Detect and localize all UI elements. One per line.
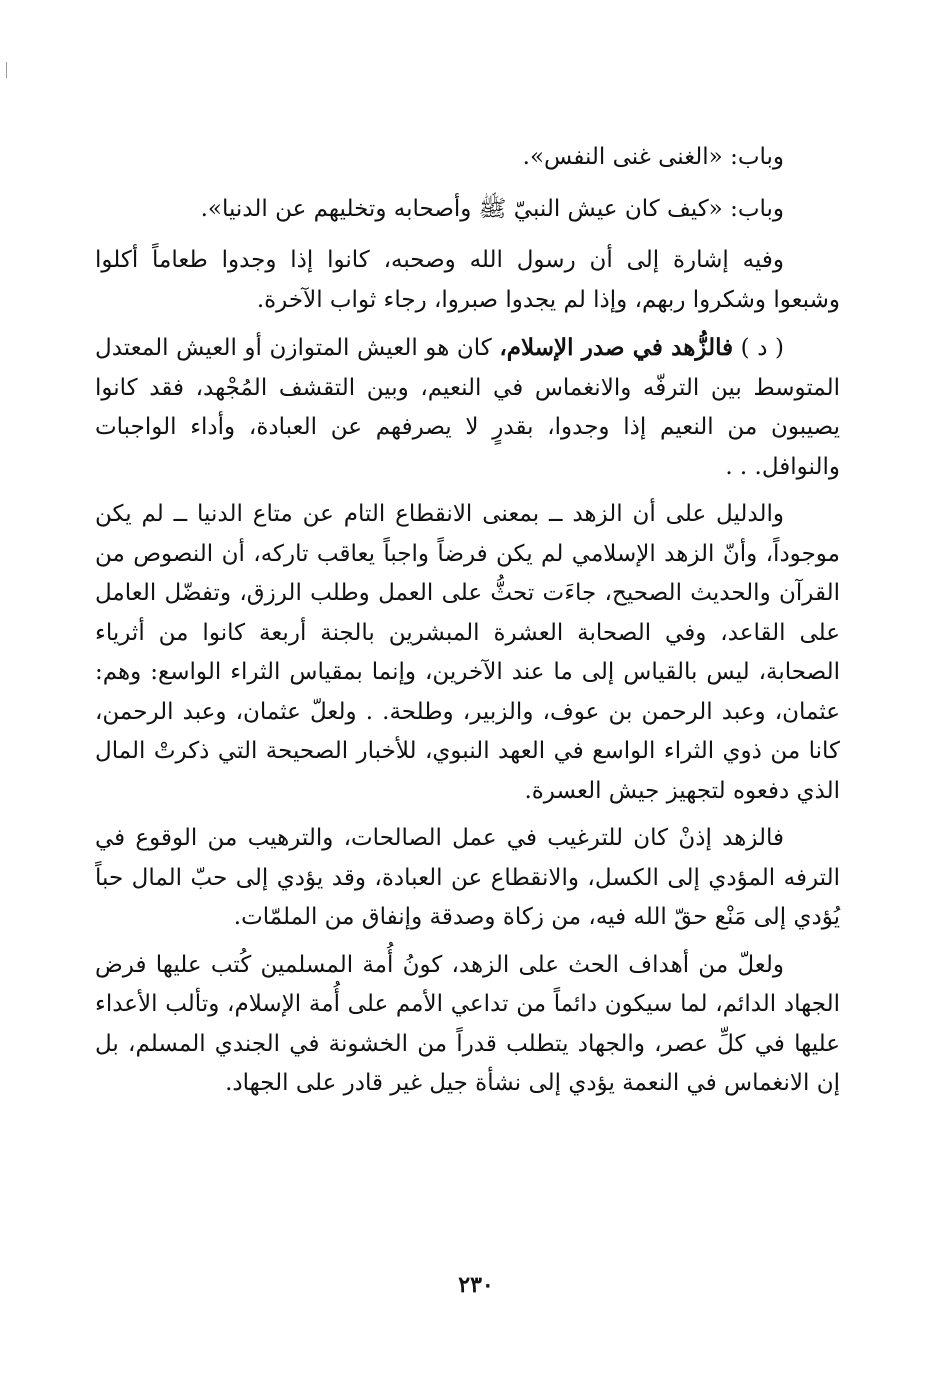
- paragraph-dalil: [95, 495, 840, 811]
- paragraph-text: وباب: «كيف كان عيش النبيّ ﷺ وأصحابه وتخليهم عن الدنيا».: [200, 195, 784, 222]
- page-number: ٢٣٠: [458, 1272, 494, 1298]
- paragraph-section-d: [95, 328, 840, 487]
- paragraph-ahdaf: [95, 946, 840, 1104]
- paragraph-text: والدليل على أن الزهد ــ بمعنى الانقطاع التام عن متاع الدنيا ــ لم يكن موجوداً، وأنّ الزهد الإسلامي لم يكن فرضاً واجباً يعاقب تاركه، أن النصوص من القرآن والحديث الصحيح، جاءَت تحثُّ على العمل وطلب الرزق، وتفضّل العامل على القاعد، وفي الصحابة العشرة المبشرين بالجنة أربعة كانوا من أثرياء الصحابة، ليس بالقياس إلى ما عند الآخرين، وإنما بمقياس الثراء الواسع: وهم: عثمان، وعبد الرحمن بن عوف، والزبير، وطلحة. . ولعلّ عثمان، وعبد الرحمن، كانا من ذوي الثراء الواسع في العهد النبوي، للأخبار الصحيحة التي ذكرتْ المال الذي دفعوه لتجهيز جيش العسرة.: [95, 501, 840, 804]
- page-body: [95, 138, 840, 1112]
- paragraph-text: وباب: «الغنى غنى النفس».: [522, 144, 784, 170]
- section-heading: فالزُّهد في صدر الإسلام،: [499, 334, 734, 361]
- paragraph-text: وفيه إشارة إلى أن رسول الله وصحبه، كانوا إذا وجدوا طعاماً أكلوا وشبعوا وشكروا ربهم، وإذا لم يجدوا صبروا، رجاء ثواب الآخرة.: [95, 247, 840, 313]
- paragraph-text: ولعلّ من أهداف الحث على الزهد، كونُ أُمة المسلمين كُتب عليها فرض الجهاد الدائم، لما سيكون دائماً من تداعي الأمم على أُمة الإسلام، وتألب الأعداء عليها في كلِّ عصر، والجهاد يتطلب قدراً من الخشونة في الجندي المسلم، بل إن الانغماس في النعمة يؤدي إلى نشأة جيل غير قادر على الجهاد.: [95, 951, 840, 1096]
- paragraph-bab-ghina: [95, 138, 840, 178]
- paragraph-text: كان هو العيش المتوازن أو العيش المعتدل المتوسط بين الترفّه والانغماس في النعيم، وبين التقشف المُجْهد، فقد كانوا يصيبون من النعيم إذا وجدوا، بقدرٍ لا يصرفهم عن العبادة، وأداء الواجبات والنوافل. . .: [95, 335, 840, 480]
- paragraph-ishara: [95, 241, 840, 320]
- paragraph-zuhd-idhan: [95, 819, 840, 938]
- paragraph-text: فالزهد إذنْ كان للترغيب في عمل الصالحات، والترهيب من الوقوع في الترفه المؤدي إلى الكسل، والانقطاع عن العبادة، وقد يؤدي إلى حبّ المال حباً يُؤدي إلى مَنْع حقّ الله فيه، من زكاة وصدقة وإنفاق من الملمّات.: [95, 825, 840, 930]
- paragraph-bab-aish: [95, 190, 840, 230]
- margin-mark: [6, 62, 7, 78]
- section-marker: ( د ): [740, 335, 785, 361]
